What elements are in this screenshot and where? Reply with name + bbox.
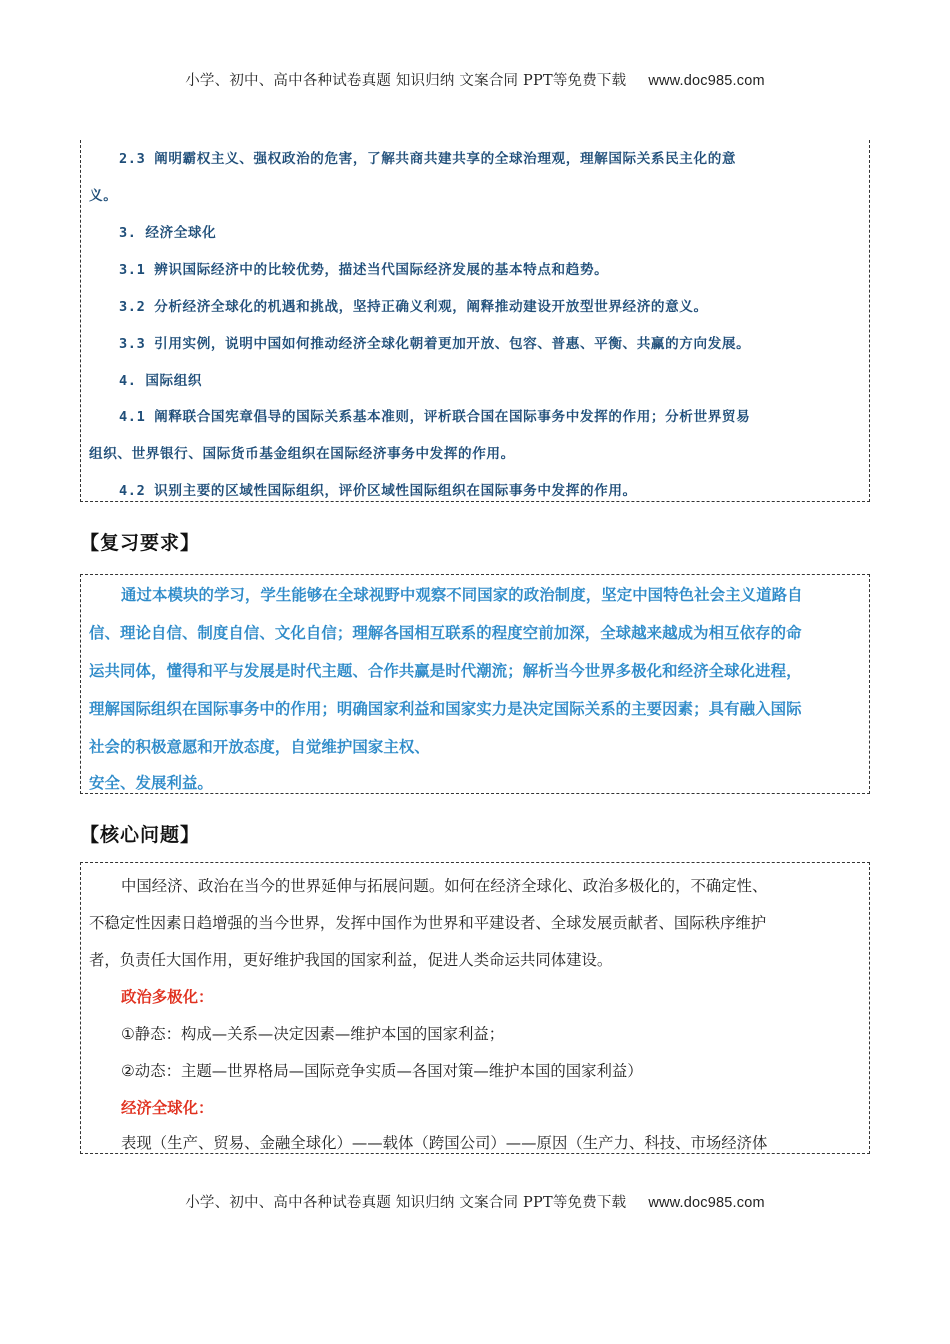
- standards-line: 4.2 识别主要的区域性国际组织，评价区域性国际组织在国际事务中发挥的作用。: [119, 483, 637, 499]
- review-line: 运共同体，懂得和平与发展是时代主题、合作共赢是时代潮流；解析当今世界多极化和经济全球化进程，: [89, 662, 802, 680]
- review-box: [80, 574, 870, 794]
- standards-box: [80, 140, 870, 502]
- standards-line: 3.1 辨识国际经济中的比较优势，描述当代国际经济发展的基本特点和趋势。: [119, 262, 609, 278]
- review-line: 社会的积极意愿和开放态度，自觉维护国家主权、: [89, 738, 430, 756]
- core-box: [80, 862, 870, 1154]
- standards-line: 义。: [89, 188, 118, 204]
- core-heading-economy: 经济全球化：: [121, 1099, 214, 1117]
- review-line: 通过本模块的学习，学生能够在全球视野中观察不同国家的政治制度，坚定中国特色社会主义道路自: [121, 586, 803, 604]
- core-title: 【核心问题】: [80, 824, 201, 846]
- core-line: 表现（生产、贸易、金融全球化）——载体（跨国公司）——原因（生产力、科技、市场经济体: [121, 1134, 768, 1152]
- page-header: [0, 69, 950, 90]
- core-line: ①静态：构成—关系—决定因素—维护本国的国家利益；: [121, 1025, 505, 1043]
- standards-line: 3. 经济全球化: [119, 225, 217, 241]
- standards-line: 2.3 阐明霸权主义、强权政治的危害，了解共商共建共享的全球治理观，理解国际关系民主化的意: [119, 151, 737, 167]
- standards-line: 3.2 分析经济全球化的机遇和挑战，坚持正确义利观，阐释推动建设开放型世界经济的意义。: [119, 299, 708, 315]
- review-line: 理解国际组织在国际事务中的作用；明确国家利益和国家实力是决定国际关系的主要因素；具有融入国际: [89, 700, 802, 718]
- header-url[interactable]: www.doc985.com: [648, 73, 765, 89]
- review-line: 信、理论自信、制度自信、文化自信；理解各国相互联系的程度空前加深，全球越来越成为相互依存的命: [89, 624, 802, 642]
- review-title: 【复习要求】: [80, 532, 201, 554]
- standards-line: 4. 国际组织: [119, 373, 203, 389]
- header-text: 小学、初中、高中各种试卷真题 知识归纳 文案合同 PPT等免费下载: [185, 73, 627, 89]
- standards-line: 组织、世界银行、国际货币基金组织在国际经济事务中发挥的作用。: [89, 446, 515, 462]
- standards-line: 4.1 阐释联合国宪章倡导的国际关系基本准则，评析联合国在国际事务中发挥的作用；分析世界贸易: [119, 409, 751, 425]
- standards-line: 3.3 引用实例，说明中国如何推动经济全球化朝着更加开放、包容、普惠、平衡、共赢的方向发展。: [119, 336, 751, 352]
- core-heading-politics: 政治多极化：: [121, 988, 214, 1006]
- core-line: 不稳定性因素日趋增强的当今世界，发挥中国作为世界和平建设者、全球发展贡献者、国际秩序维护: [89, 914, 767, 932]
- footer-url[interactable]: www.doc985.com: [648, 1195, 765, 1211]
- footer-text: 小学、初中、高中各种试卷真题 知识归纳 文案合同 PPT等免费下载: [185, 1195, 627, 1211]
- review-line: 安全、发展利益。: [89, 774, 213, 792]
- core-line: 中国经济、政治在当今的世界延伸与拓展问题。如何在经济全球化、政治多极化的，不确定性、: [121, 877, 768, 895]
- core-line: 者，负责任大国作用，更好维护我国的国家利益，促进人类命运共同体建设。: [89, 951, 613, 969]
- core-line: ②动态：主题—世界格局—国际竞争实质—各国对策—维护本国的国家利益）: [121, 1062, 643, 1080]
- page-footer: [0, 1191, 950, 1212]
